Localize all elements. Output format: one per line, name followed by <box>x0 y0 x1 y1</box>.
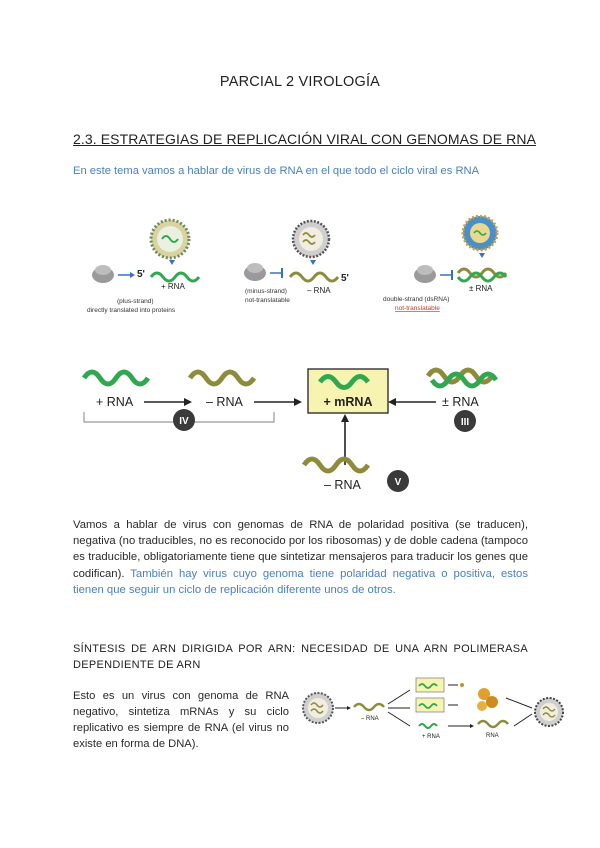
badge-iv-label: IV <box>179 416 189 427</box>
minus-rna-strand <box>190 372 254 384</box>
minus-rna-wave <box>290 273 338 281</box>
ds-rna-label: ± RNA <box>469 284 493 293</box>
minus-5prime-label: 5' <box>341 273 349 284</box>
arrowhead-icon <box>347 706 351 710</box>
plus-5prime-label: 5' <box>137 269 145 280</box>
arrows-to-progeny <box>506 698 532 726</box>
ribosome-icon-3 <box>414 265 436 283</box>
plus-strand-virion <box>151 220 189 258</box>
genome-types-figure <box>85 215 535 320</box>
plus-rna-label: + RNA <box>96 395 134 409</box>
negative-cycle-figure <box>298 676 570 748</box>
ds-arrow-down <box>479 253 485 258</box>
protein-cluster-icon <box>477 688 498 711</box>
minus-rna-label: – RNA <box>206 395 243 409</box>
plus-caption-1: (plus-strand) <box>117 298 154 305</box>
minus-strand-virion <box>293 221 329 257</box>
minus-caption-1: (minus-strand) <box>245 288 287 295</box>
progeny-virion-icon <box>535 698 563 726</box>
arrowhead-icon <box>388 398 396 406</box>
ds-rna-label: ± RNA <box>442 395 479 409</box>
arrows-to-proteins <box>448 685 458 705</box>
minus-rna-bottom-strand <box>304 459 368 471</box>
minus-rna-small-label: – RNA <box>361 716 379 722</box>
arrowhead-icon <box>184 398 192 406</box>
progeny-rna-wave <box>478 721 508 727</box>
plus-rna-wave <box>151 273 199 281</box>
badge-iii-label: III <box>460 417 470 428</box>
arrowhead-icon <box>294 398 302 406</box>
section-heading: 2.3. ESTRATEGIAS DE REPLICACIÓN VIRAL CON GENOMAS DE RNA <box>73 131 537 147</box>
minus-rna-bottom-label: – RNA <box>324 478 361 492</box>
protein-dot-icon <box>460 683 464 687</box>
ribosome-icon-2 <box>244 263 266 281</box>
intro-text: En este tema vamos a hablar de virus de RNA en el que todo el ciclo viral es RNA <box>73 165 480 177</box>
paragraph-blue-text: También hay virus cuyo genoma tiene polaridad negativa o positiva, estos tienen que seguir un ciclo de replicación diferente unos de otros. <box>73 567 528 596</box>
arrowhead-icon <box>470 724 474 728</box>
plus-caption-2: directly translated into proteins <box>87 307 176 314</box>
main-paragraph <box>73 517 528 598</box>
arrowhead-icon <box>341 414 349 422</box>
arrow-to-mrna-1 <box>388 690 410 704</box>
paragraph-black-text: Vamos a hablar de virus con genomas de RNA de polaridad positiva (se traducen), negativa (no traducibles, no es reconocido por los ribosomas) y de doble cadena (tampoco es traducible, obligatoriamente tiene que sintetizar mensajeros para traducir los genes que codifican). <box>73 519 528 580</box>
ds-caption-1: double-strand (dsRNA) <box>383 296 450 303</box>
subsection-heading: SÍNTESIS DE ARN DIRIGIDA POR ARN: NECESIDAD DE UNA ARN POLIMERASA DEPENDIENTE DE ARN <box>73 643 528 671</box>
ds-caption-2: not-translatable <box>395 305 440 312</box>
rna-small-label: RNA <box>486 733 499 739</box>
plus-arrow-down <box>169 260 175 265</box>
minus-rna-wave-small <box>354 704 384 710</box>
ribosome-icon-1 <box>92 265 114 283</box>
badge-v-label: V <box>394 477 402 488</box>
mrna-label: + mRNA <box>323 395 373 409</box>
minus-arrow-down <box>310 260 316 265</box>
plus-rna-small-label: + RNA <box>422 734 440 740</box>
double-strand-virion <box>463 216 497 250</box>
plus-rna-strand <box>84 372 148 384</box>
plus-rna-wave-small <box>419 724 437 728</box>
plus-rna-label: + RNA <box>161 282 185 291</box>
page-title: PARCIAL 2 VIROLOGÍA <box>219 74 381 90</box>
minus-rna-label: – RNA <box>307 286 331 295</box>
arrowhead-icon <box>130 272 135 278</box>
minus-caption-2: not-translatable <box>245 297 290 304</box>
negative-virus-paragraph: Esto es un virus con genoma de RNA negativo, sintetiza mRNAs y su ciclo replicativo es siempre de RNA (el virus no existe en forma de DNA). <box>73 690 289 750</box>
negative-virion-icon <box>303 693 333 723</box>
mrna-pathways-figure <box>80 360 520 500</box>
arrow-to-plus-rna <box>388 712 410 726</box>
